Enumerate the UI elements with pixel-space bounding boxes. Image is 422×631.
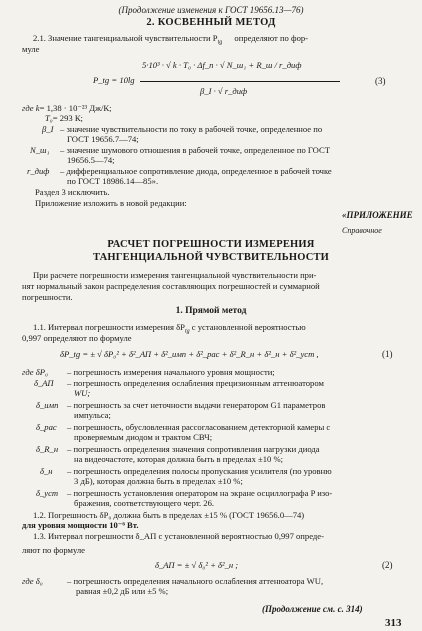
where-k: где k= 1,38 · 10⁻²³ Дж/К; — [22, 103, 112, 113]
appendix-label: «ПРИЛОЖЕНИЕ — [342, 210, 413, 220]
p11-line-1: 1.1. Интервал погрешности измерения $\delta P_{tg}$ с установленной вероятностью — [33, 322, 306, 335]
section3-note: Раздел 3 исключить. — [35, 187, 110, 197]
intro-line-1: 2.1. Значение тангенциальной чувствительности $P_{tg}$ определяют по фор- — [33, 33, 309, 46]
def-drn-text: – погрешность определения значения сопротивления нагрузки диода — [67, 444, 320, 454]
def-dras-text: – погрешность, обусловленная рассогласованием детекторной камеры с — [67, 422, 331, 432]
where-rdif-text: – дифференциальное сопротивление диода, определенное в рабочей точке — [60, 166, 332, 176]
def-dimp-sym: δ_имп — [36, 400, 59, 410]
calc-para-1: При расчете погрешности измерения тангенциальной чувствительности при- — [33, 270, 317, 280]
intro-line-2: муле — [22, 44, 40, 54]
def-dp0-sym: где δP₀ — [22, 367, 48, 377]
where-beta-text: – значение чувствительности по току в рабочей точке, определенное по — [60, 124, 323, 134]
def-dap-sym: δ_АП — [34, 378, 54, 388]
p11-line-2: 0,997 определяют по формуле — [22, 333, 132, 343]
def2-line-1: – погрешность определения начального ослабления аттенюатора WU, — [67, 576, 324, 586]
where-beta-text-2: ГОСТ 19656.7—74; — [67, 134, 139, 144]
where-rdif-text-2: по ГОСТ 18986.14—85». — [67, 176, 159, 186]
def-dn-sym: δ_н — [40, 466, 53, 476]
page-number: 313 — [385, 617, 402, 629]
calc-para-3: погрешности. — [22, 292, 73, 302]
eq2: δ_АП = ± √ δ₀² + δ²_н ; — [155, 560, 239, 570]
calc-title-2: ТАНГЕНЦИАЛЬНОЙ ЧУВСТВИТЕЛЬНОСТИ — [92, 252, 330, 263]
def-dimp-text-2: импульса; — [74, 410, 111, 420]
def-dust-text-2: бражения, соответствующего черт. 26. — [74, 498, 215, 508]
where-beta-sym: β_I — [42, 124, 54, 134]
def-dust-text: – погрешность установления оператором на экране осциллографа P изо- — [67, 488, 333, 498]
continued-footer: (Продолжение см. с. 314) — [262, 604, 363, 614]
p13-line-2: ляют по формуле — [22, 545, 85, 555]
appendix-note: Приложение изложить в новой редакции: — [35, 198, 187, 208]
p12-line-1: 1.2. Погрешность δP₀ должна быть в пределах ±15 % (ГОСТ 19656.0—74) — [33, 510, 305, 520]
def-dn-text: – погрешность определения полосы пропускания усилителя (по уровню — [67, 466, 332, 476]
def-dap-text: – погрешность определения ослабления прецизионным аттенюатором — [67, 378, 324, 388]
def-dap-text-2: WU; — [74, 388, 91, 398]
where-rdif-sym: r_диф — [27, 166, 50, 176]
appendix-type: Справочное — [342, 226, 382, 235]
where-nsh-text: – значение шумового отношения в рабочей точке, определенное по ГОСТ — [60, 145, 330, 155]
eq3-denominator: β_I · √ r_диф — [200, 86, 248, 96]
def-drn-text-2: на видеочастоте, которая должна быть в пределах ±10 %; — [74, 454, 284, 464]
eq3-numerator: 5·10³ · √ k · T₀ · Δf_п · √ N_ш₁ + R_ш / r_диф — [142, 60, 302, 70]
def-drn-sym: δ_R_н — [36, 444, 59, 454]
def-dp0-text: – погрешность измерения начального уровня мощности; — [67, 367, 275, 377]
p12-line-2: для уровня мощности 10⁻⁶ Вт. — [22, 520, 139, 530]
def-dust-sym: δ_уст — [36, 488, 59, 498]
def-dimp-text: – погрешность за счет неточности выдачи генератором G1 параметров — [67, 400, 326, 410]
eq3-fraction-bar — [140, 81, 340, 82]
eq3-number: (3) — [375, 76, 386, 86]
where-t0: T₀= 293 К; — [45, 113, 83, 123]
eq3-lhs: P_tg = 10lg — [93, 75, 135, 85]
where-nsh-sym: N_ш₁ — [30, 145, 50, 155]
eq1-number: (1) — [382, 349, 393, 359]
section-title: 2. КОСВЕННЫЙ МЕТОД — [146, 17, 276, 28]
where-nsh-text-2: 19656.5—74; — [67, 155, 115, 165]
direct-method-title: 1. Прямой метод — [175, 306, 247, 316]
p13-line-1: 1.3. Интервал погрешности δ_АП с установленной вероятностью 0,997 опреде- — [33, 531, 324, 541]
continuation-header: (Продолжение изменения к ГОСТ 19656.13—76) — [118, 5, 304, 15]
def-dras-text-2: проверяемым диодом и трактом СВЧ; — [74, 432, 213, 442]
calc-title-1: РАСЧЕТ ПОГРЕШНОСТИ ИЗМЕРЕНИЯ — [107, 239, 315, 250]
def-dn-text-2: 3 дБ), которая должна быть в пределах ±10 %; — [74, 476, 243, 486]
def-dras-sym: δ_рас — [36, 422, 57, 432]
def2-sym: где δ₀ — [22, 576, 43, 586]
eq1: δP_tg = ± √ δP₀² + δ²_АП + δ²_имп + δ²_рас + δ²_R_н + δ²_н + δ²_уст , — [60, 349, 319, 359]
def2-line-2: равная ±0,2 дБ или ±5 %; — [76, 586, 169, 596]
calc-para-2: нят нормальный закон распределения составляющих погрешностей и суммарной — [22, 281, 320, 291]
eq2-number: (2) — [382, 560, 393, 570]
